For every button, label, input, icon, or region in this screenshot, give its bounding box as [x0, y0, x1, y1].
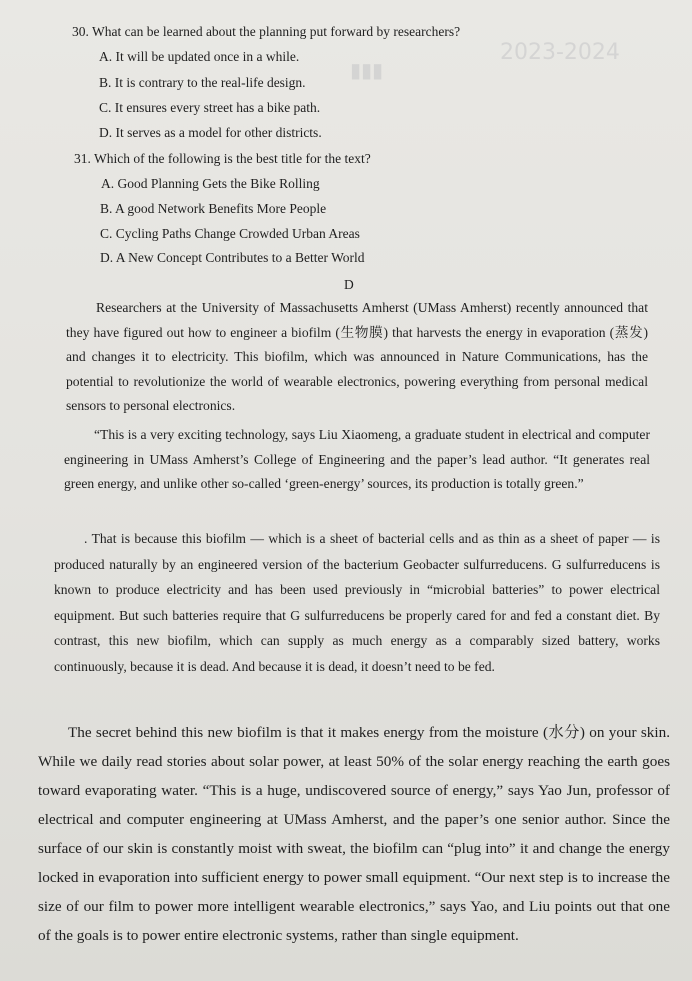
question-31-stem: 31. Which of the following is the best title for the text?: [74, 151, 371, 166]
question-31-option-d: D. A New Concept Contributes to a Better World: [100, 250, 365, 265]
passage-paragraph-3: . That is because this biofilm — which is a sheet of bacterial cells and as thin as a sheet of paper — is produced naturally by an engineered version of the bacterium Geobacter sulfurreducens. G sulfurreducens is known to produce electricity and has been used previously in “microbial batteries” to power electrical equipment. But such batteries require that G sulfurreducens be properly cared for and fed a constant diet. By contrast, this new biofilm, which can supply as much energy as a comparably sized battery, works continuously, because it is dead. And because it is dead, it doesn’t need to be fed.: [54, 531, 660, 674]
question-31-option-a: A. Good Planning Gets the Bike Rolling: [101, 176, 320, 191]
question-30-option-b: B. It is contrary to the real-life design.: [99, 75, 306, 90]
passage-paragraph-2: “This is a very exciting technology, says Liu Xiaomeng, a graduate student in electrical and computer engineering in UMass Amherst’s College of Engineering and the paper’s lead author. “It generates real green energy, and unlike other so-called ‘green-energy’ sources, its production is totally green.”: [64, 427, 650, 491]
question-30-stem: 30. What can be learned about the planning put forward by researchers?: [72, 24, 461, 39]
passage-paragraph-4: The secret behind this new biofilm is that it makes energy from the moisture (水分) on your skin. While we daily read stories about solar power, at least 50% of the solar energy reaching the earth goes toward evaporating water. “This is a huge, undiscovered source of energy,” says Yao Jun, professor of electrical and computer engineering at UMass Amherst, and the paper’s one senior author. Since the surface of our skin is constantly moist with sweat, the biofilm can “plug into” it and change the energy locked in evaporation into sufficient energy to power small equipment. “Our next step is to increase the size of our film to power more intelligent wearable electronics,” says Yao, and Liu points out that one of the goals is to power entire electronic systems, rather than single equipment.: [38, 724, 670, 944]
question-31-option-c: C. Cycling Paths Change Crowded Urban Areas: [100, 226, 360, 241]
question-30-option-c: C. It ensures every street has a bike path.: [99, 100, 321, 115]
bleed-through-mark: ▮▮▮: [350, 58, 384, 82]
question-30-option-d: D. It serves as a model for other districts.: [99, 125, 322, 140]
bleed-through-header: 2023-2024: [500, 40, 620, 65]
passage-letter: D: [344, 277, 354, 292]
question-31-option-b: B. A good Network Benefits More People: [100, 201, 327, 216]
question-30-option-a: A. It will be updated once in a while.: [99, 49, 300, 64]
passage-paragraph-1: Researchers at the University of Massachusetts Amherst (UMass Amherst) recently announced that they have figured out how to engineer a biofilm (生物膜) that harvests the energy in evaporation (蒸发) and changes it to electricity. This biofilm, which was announced in Nature Communications, has the potential to revolutionize the world of wearable electronics, powering everything from personal medical sensors to personal electronics.: [66, 300, 648, 413]
